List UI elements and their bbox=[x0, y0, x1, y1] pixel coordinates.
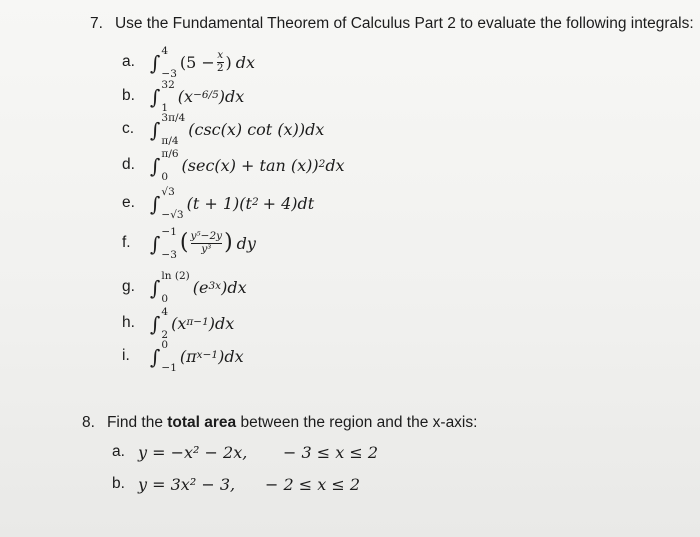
integral-c-expression bbox=[150, 112, 325, 147]
area-range: − 3 ≤ x ≤ 2 bbox=[283, 442, 379, 462]
integral-e bbox=[122, 187, 314, 219]
integral-b-expression bbox=[150, 79, 245, 114]
item-letter: b. bbox=[112, 475, 125, 492]
integral-sign: ∫ bbox=[150, 345, 161, 369]
exponent: π−1 bbox=[186, 316, 209, 328]
problem-8-text-after: between the region and the x-axis: bbox=[236, 414, 478, 431]
exponent: 3x bbox=[208, 280, 222, 292]
integral-d-expression bbox=[150, 148, 345, 183]
denominator: 2 bbox=[216, 61, 224, 74]
lower-limit: π/4 bbox=[161, 134, 179, 147]
upper-limit: 32 bbox=[161, 79, 175, 91]
integral-i-expression bbox=[150, 339, 244, 374]
right-paren: ) bbox=[224, 230, 233, 255]
exponent: −6/5 bbox=[193, 89, 219, 101]
area-equation: y = −x² − 2x, bbox=[138, 442, 248, 462]
integral-i bbox=[122, 340, 244, 372]
integral-b bbox=[122, 80, 244, 112]
integrand-tail: )dx bbox=[221, 277, 247, 297]
integral-c bbox=[122, 113, 324, 145]
integrand-open: (5 − bbox=[179, 52, 215, 72]
area-equation: y = 3x² − 3, bbox=[138, 474, 236, 494]
exponent: 2 bbox=[251, 196, 259, 208]
integral-g bbox=[122, 271, 247, 303]
area-item-b bbox=[112, 471, 472, 497]
upper-limit: 4 bbox=[161, 45, 169, 57]
integrand-close: ) bbox=[225, 52, 232, 72]
fraction bbox=[191, 231, 223, 254]
integral-sign: ∫ bbox=[150, 85, 161, 109]
integral-sign: ∫ bbox=[150, 192, 161, 216]
lower-limit: 0 bbox=[161, 292, 169, 305]
differential: dx bbox=[325, 155, 345, 175]
upper-limit: √3 bbox=[161, 186, 175, 198]
integrand: (csc(x) cot (x))dx bbox=[188, 119, 325, 139]
upper-limit: 0 bbox=[161, 339, 169, 351]
left-paren: ( bbox=[179, 230, 189, 255]
item-letter: a. bbox=[122, 53, 135, 70]
integral-a-expression bbox=[150, 45, 256, 80]
integral-sign: ∫ bbox=[150, 51, 161, 75]
exponent: x−1 bbox=[196, 349, 219, 361]
integral-sign: ∫ bbox=[150, 232, 161, 256]
item-letter: d. bbox=[122, 156, 135, 173]
upper-limit: ln (2) bbox=[161, 270, 190, 282]
area-range: − 2 ≤ x ≤ 2 bbox=[265, 474, 361, 494]
integrand-tail: + 4)dt bbox=[262, 193, 315, 213]
integral-d bbox=[122, 149, 345, 181]
item-letter: a. bbox=[112, 443, 125, 460]
upper-limit: π/6 bbox=[161, 148, 179, 160]
lower-limit: 1 bbox=[161, 101, 169, 114]
upper-limit: 3π/4 bbox=[161, 112, 186, 124]
differential: dx bbox=[235, 52, 256, 72]
integral-e-expression bbox=[150, 186, 315, 221]
denominator: y³ bbox=[201, 242, 212, 255]
lower-limit: −1 bbox=[161, 361, 177, 374]
integrand: (t + 1)(t bbox=[186, 193, 252, 213]
integral-f bbox=[122, 227, 256, 259]
differential: dy bbox=[236, 233, 256, 253]
problem-8-text-bold: total area bbox=[167, 414, 237, 431]
lower-limit: −3 bbox=[161, 67, 177, 80]
integrand: (x bbox=[177, 86, 194, 106]
lower-limit: −3 bbox=[161, 248, 177, 261]
integral-a bbox=[122, 46, 255, 78]
integrand-tail: )dx bbox=[218, 346, 244, 366]
integral-g-expression bbox=[150, 270, 247, 305]
item-letter: c. bbox=[122, 120, 135, 137]
item-letter: h. bbox=[122, 314, 135, 331]
problem-8-text-before: Find the bbox=[106, 414, 168, 431]
integrand: (x bbox=[171, 313, 187, 333]
item-letter: g. bbox=[122, 278, 135, 295]
integrand: (π bbox=[179, 346, 197, 366]
item-letter: b. bbox=[122, 87, 135, 104]
item-letter: i. bbox=[122, 347, 130, 364]
integrand-tail: )dx bbox=[218, 86, 245, 106]
lower-limit: −√3 bbox=[161, 208, 184, 221]
fraction bbox=[217, 50, 224, 73]
item-letter: f. bbox=[122, 234, 131, 251]
upper-limit: 4 bbox=[161, 306, 169, 318]
integral-sign: ∫ bbox=[150, 312, 161, 336]
lower-limit: 0 bbox=[161, 170, 169, 183]
integral-sign: ∫ bbox=[150, 154, 161, 178]
integral-f-expression bbox=[150, 226, 256, 261]
area-item-a bbox=[112, 439, 472, 465]
problem-8-number: 8. bbox=[82, 414, 95, 431]
problem-8-heading bbox=[82, 414, 477, 432]
integral-h-expression bbox=[150, 306, 235, 341]
upper-limit: −1 bbox=[161, 226, 177, 238]
problem-7-number: 7. bbox=[90, 15, 103, 32]
exponent: 2 bbox=[318, 158, 326, 170]
numerator: y⁵−2y bbox=[190, 230, 223, 243]
problem-7-text: Use the Fundamental Theorem of Calculus Part 2 to evaluate the following integrals: bbox=[114, 15, 694, 32]
item-letter: e. bbox=[122, 194, 135, 211]
numerator: x bbox=[217, 49, 224, 62]
problem-7-heading bbox=[90, 15, 694, 33]
lower-limit: 2 bbox=[161, 328, 169, 341]
integrand-tail: )dx bbox=[208, 313, 235, 333]
integral-h bbox=[122, 307, 234, 339]
integral-sign: ∫ bbox=[150, 118, 161, 142]
integrand: (sec(x) + tan (x)) bbox=[181, 155, 319, 175]
integral-sign: ∫ bbox=[150, 276, 161, 300]
integrand: (e bbox=[192, 277, 209, 297]
